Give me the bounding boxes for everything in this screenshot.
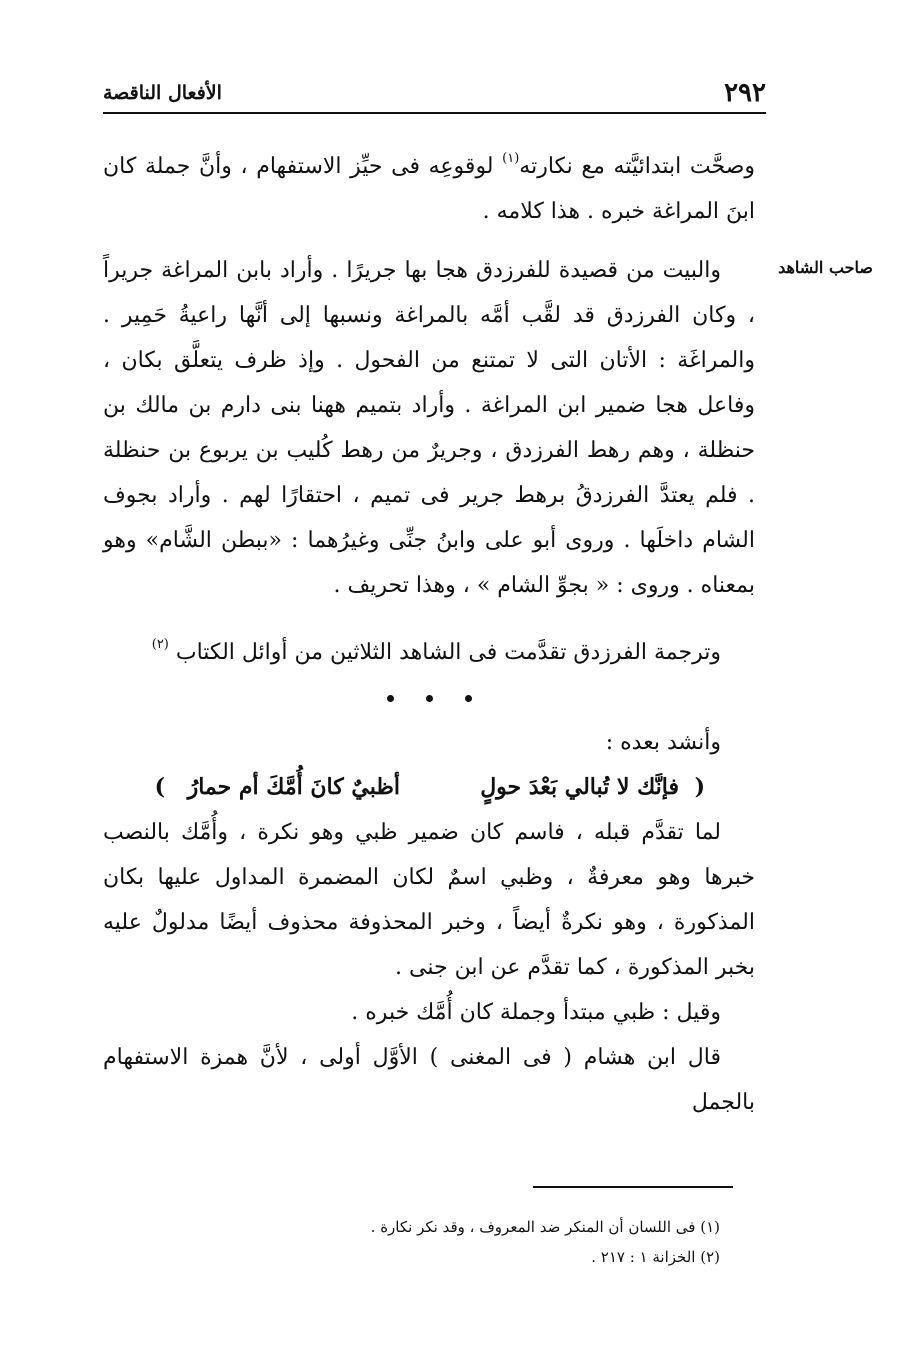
section-separator [103,675,755,720]
verse-open-paren: ( [694,774,705,800]
poetry-verse [103,765,755,810]
paragraph-2: والبيت من قصيدة للفرزدق هجا بها جريرًا . وأراد بابن المراغة جريراً ، وكان الفرزدق قد لقَّب أمَّه بالمراغة ونسبها إلى أنَّها راعيةُ حَمِير . والمراغَة : الأتان التى لا تمتنع من الفحول . وإذ ظرف يتعلَّق بكان ، وفاعل هجا ضمير ابن المراغة . وأراد بتميم ههنا بنى دارم بن مالك بن حنظلة ، وهم رهط الفرزدق ، وجريرٌ من رهط كُليب بن يربوع بن حنظلة . فلم يعتدَّ الفرزدقُ برهط جرير فى تميم ، احتقارًا لهم . وأراد بجوف الشام داخلَها . وروى أبو على وابنُ جنِّى وغيرُهما : «ببطن الشَّام» وهو بمعناه . وروى : « بجوِّ الشام » ، وهذا تحريف . [103,258,755,598]
separator-dot [465,695,472,702]
footnote-2: (٢) الخزانة ١ : ٢١٧ . [591,1248,720,1266]
footnote-1: (١) فى اللسان أن المنكر ضد المعروف ، وقد نكر نكارة . [370,1218,720,1236]
footnote-rule [533,1186,733,1188]
separator-dot [387,695,394,702]
verse-hemistich-1: فإنَّك لا تُبالي بَعْدَ حولٍ [480,774,679,800]
header-rule [103,112,766,114]
paragraph-4: لما تقدَّم قبله ، فاسم كان ضمير ظبي وهو نكرة ، وأُمَّك بالنصب خبرها وهو معرفةٌ ، وظبي اسمٌ لكان المضمرة المداول عليها بكان المذكورة ، وهو نكرةٌ أيضاً ، وخبر المحذوفة محذوف أيضًا مدلولٌ عليه بخبر المذكورة ، كما تقدَّم عن ابن جنى . [103,820,755,980]
paragraph-1-text-a: وصحَّت ابتدائيَّته مع نكارته [519,154,755,179]
paragraph-3-text: وترجمة الفرزدق تقدَّمت فى الشاهد الثلاثين من أوائل الكتاب [175,640,721,665]
paragraph-1 [103,136,755,234]
footnote-ref-2: (٢) [151,637,169,652]
running-title: الأفعال الناقصة [103,82,222,104]
paragraph-1-text-b: لوقوعِه فى حيِّز الاستفهام ، وأنَّ جملة كان ابنَ المراغة خبره . هذا كلامه . [103,154,755,224]
page-body [103,136,755,1125]
footnote-ref-1: (١) [502,151,520,166]
page-number: ٢٩٢ [724,78,766,108]
verse-hemistich-2: أظبيٌ كانَ أُمَّكَ أم حمارُ [187,774,400,800]
running-head [103,78,766,110]
paragraph-3 [103,622,755,675]
footnotes [310,1212,720,1272]
verse-close-paren: ) [154,774,165,800]
margin-note: صاحب الشاهد [778,258,873,277]
separator-dot [426,695,433,702]
paragraph-5: وقيل : ظبي مبتدأ وجملة كان أُمَّك خبره . [351,1000,721,1025]
paragraph-6: قال ابن هشام ( فى المغنى ) الأوَّل أولى ، لأنَّ همزة الاستفهام بالجمل [103,1045,755,1115]
verse-intro: وأنشد بعده : [605,730,721,755]
